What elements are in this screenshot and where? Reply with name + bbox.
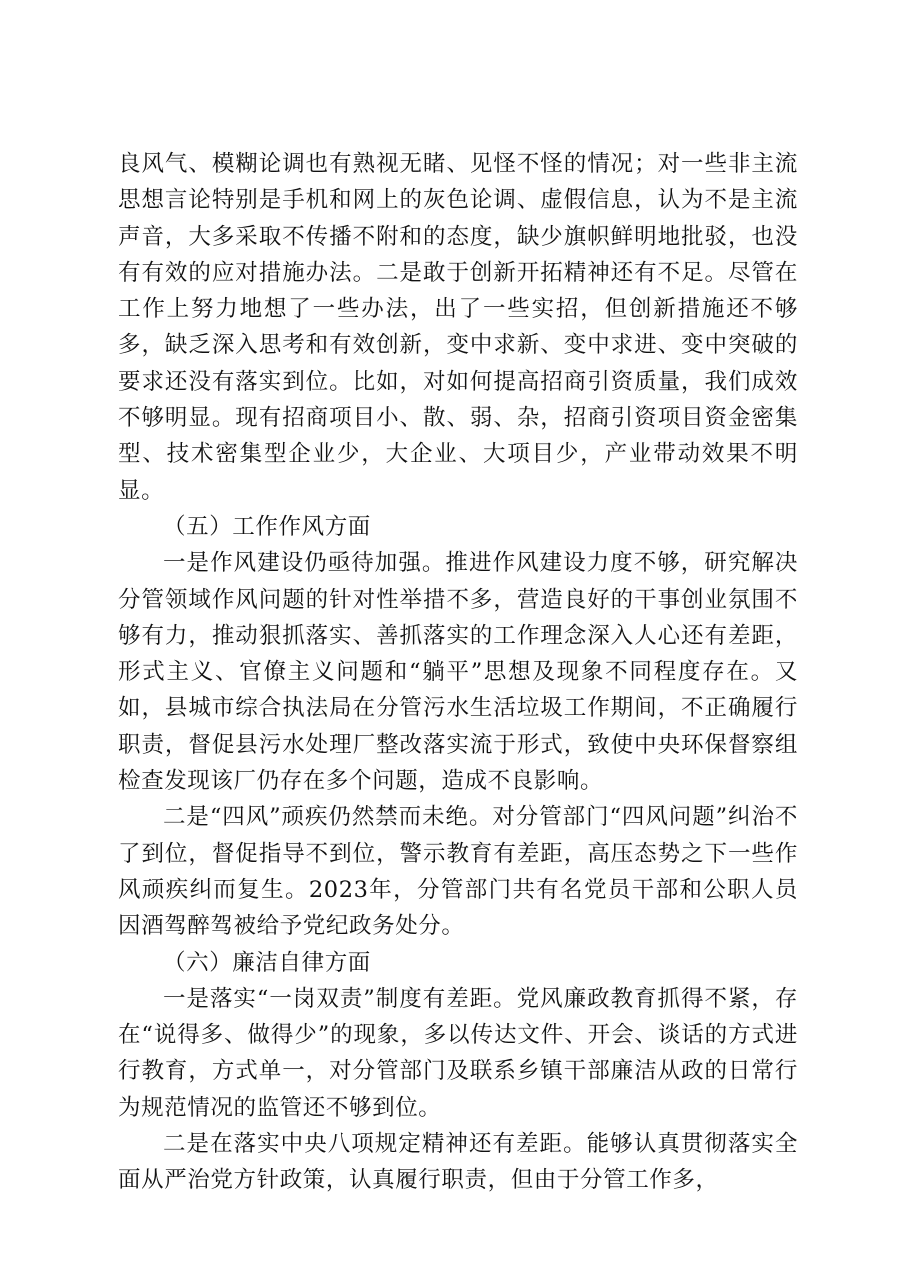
document-body [118,146,798,1199]
paragraph-continuation: 良风气、模糊论调也有熟视无睹、见怪不怪的情况；对一些非主流思想言论特别是手机和网上的灰色论调、虚假信息，认为不是主流声音，大多采取不传播不附和的态度，缺少旗帜鲜明地批驳，也没有有效的应对措施办法。二是敢于创新开拓精神还有不足。尽管在工作上努力地想了一些办法，出了一些实招，但创新措施还不够多，缺乏深入思考和有效创新，变中求新、变中求进、变中突破的要求还没有落实到位。比如，对如何提高招商引资质量，我们成效不够明显。现有招商项目小、散、弱、杂，招商引资项目资金密集型、技术密集型企业少，大企业、大项目少，产业带动效果不明显。 [118,151,798,504]
paragraph-integrity-1: 一是落实“一岗双责”制度有差距。党风廉政教育抓得不紧，存在“说得多、做得少”的现象，多以传达文件、开会、谈话的方式进行教育，方式单一，对分管部门及联系乡镇干部廉洁从政的日常行为规范情况的监管还不够到位。 [118,985,798,1121]
section-heading-integrity: （六）廉洁自律方面 [163,949,371,976]
paragraph-work-style-2: 二是“四风”顽疾仍然禁而未绝。对分管部门“四风问题”纠治不了到位，督促指导不到位，警示教育有差距，高压态势之下一些作风顽疾纠而复生。2023年，分管部门共有名党员干部和公职人员因酒驾醉驾被给予党纪政务处分。 [118,804,798,940]
paragraph-work-style-1: 一是作风建设仍亟待加强。推进作风建设力度不够，研究解决分管领域作风问题的针对性举措不多，营造良好的干事创业氛围不够有力，推动狠抓落实、善抓落实的工作理念深入人心还有差距，形式主义、官僚主义问题和“躺平”思想及现象不同程度存在。又如，县城市综合执法局在分管污水生活垃圾工作期间，不正确履行职责，督促县污水处理厂整改落实流于形式，致使中央环保督察组检查发现该厂仍存在多个问题，造成不良影响。 [118,550,798,795]
section-heading-work-style: （五）工作作风方面 [163,513,371,540]
paragraph-integrity-2: 二是在落实中央八项规定精神还有差距。能够认真贯彻落实全面从严治党方针政策，认真履行职责，但由于分管工作多， [118,1131,798,1194]
